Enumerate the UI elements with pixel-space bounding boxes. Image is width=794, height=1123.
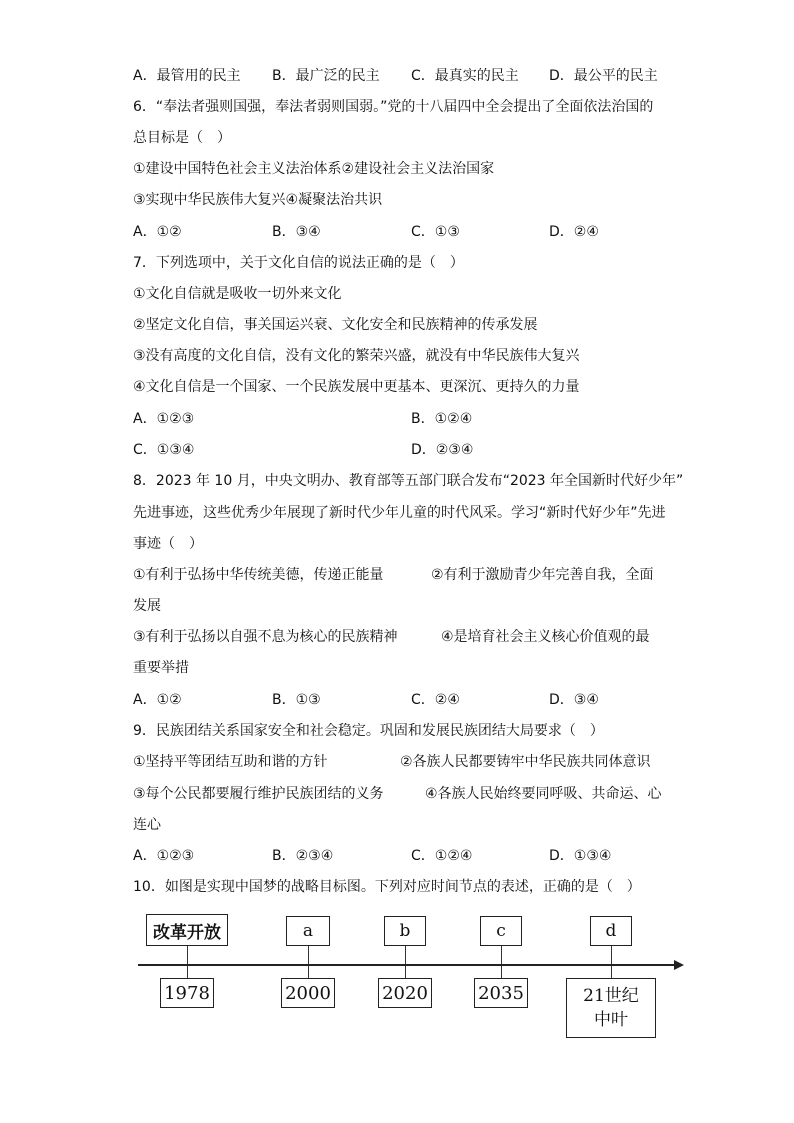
q7-statement-3: ③没有高度的文化自信，没有文化的繁荣兴盛，就没有中华民族伟大复兴 bbox=[133, 348, 580, 364]
timeline-axis bbox=[138, 964, 676, 966]
q9-stem: 9．民族团结关系国家安全和社会稳定。巩固和发展民族团结大局要求（ ） bbox=[133, 723, 604, 739]
q5-option-c: C．最真实的民主 bbox=[411, 68, 519, 84]
timeline-year-2020: 2020 bbox=[378, 978, 432, 1008]
q7-option-a: A．①②③ bbox=[133, 411, 195, 427]
q6-stem-line1: 6．“奉法者强则国强，奉法者弱则国弱。”党的十八届四中全会提出了全面依法治国的 bbox=[133, 99, 654, 115]
q6-option-b: B．③④ bbox=[272, 224, 321, 240]
q8-statement-4-cont: 重要举措 bbox=[133, 660, 189, 676]
q6-option-a: A．①② bbox=[133, 224, 182, 240]
q8-option-d: D．③④ bbox=[549, 692, 599, 708]
q8-statement-2: ②有利于激励青少年完善自我，全面 bbox=[431, 567, 654, 583]
timeline-label-d: d bbox=[590, 916, 632, 946]
timeline-year-1978: 1978 bbox=[160, 978, 214, 1008]
q8-stem-line2: 先进事迹，这些优秀少年展现了新时代少年儿童的时代风采。学习“新时代好少年”先进 bbox=[133, 505, 666, 521]
timeline-tick bbox=[308, 946, 309, 964]
timeline-label-a: a bbox=[286, 916, 330, 946]
q9-option-c: C．①②④ bbox=[411, 848, 473, 864]
q7-option-b: B．①②④ bbox=[411, 411, 473, 427]
q5-option-d: D．最公平的民主 bbox=[549, 68, 658, 84]
q9-statement-2: ②各族人民都要铸牢中华民族共同体意识 bbox=[400, 754, 651, 770]
q9-statement-1: ①坚持平等团结互助和谐的方针 bbox=[133, 754, 328, 770]
q9-statement-4-cont: 连心 bbox=[133, 817, 161, 833]
timeline-label-b: b bbox=[384, 916, 426, 946]
timeline-year-2000: 2000 bbox=[281, 978, 335, 1008]
q8-statement-4: ④是培育社会主义核心价值观的最 bbox=[441, 629, 650, 645]
q8-statement-1: ①有利于弘扬中华传统美德，传递正能量 bbox=[133, 567, 384, 583]
q6-option-c: C．①③ bbox=[411, 224, 460, 240]
timeline-arrow-head bbox=[674, 960, 684, 970]
q5-option-b: B．最广泛的民主 bbox=[272, 68, 380, 84]
q8-stem-line1: 8．2023 年 10 月，中央文明办、教育部等五部门联合发布“2023 年全国新时代好少年” bbox=[133, 473, 684, 489]
timeline-tick bbox=[501, 966, 502, 978]
q9-option-d: D．①③④ bbox=[549, 848, 612, 864]
q7-statement-2: ②坚定文化自信，事关国运兴衰、文化安全和民族精神的传承发展 bbox=[133, 317, 538, 333]
q6-option-d: D．②④ bbox=[549, 224, 599, 240]
q7-stem: 7．下列选项中，关于文化自信的说法正确的是（ ） bbox=[133, 255, 464, 271]
q8-stem-line3: 事迹（ ） bbox=[133, 536, 203, 552]
q7-option-c: C．①③④ bbox=[133, 442, 195, 458]
timeline-tick bbox=[405, 946, 406, 964]
q7-option-d: D．②③④ bbox=[411, 442, 474, 458]
q8-option-c: C．②④ bbox=[411, 692, 460, 708]
q6-statement-1-2: ①建设中国特色社会主义法治体系②建设社会主义法治国家 bbox=[133, 161, 495, 177]
timeline-label-reform: 改革开放 bbox=[146, 914, 228, 946]
timeline-year-2035: 2035 bbox=[474, 978, 528, 1008]
q9-statement-3: ③每个公民都要履行维护民族团结的义务 bbox=[133, 786, 384, 802]
timeline-year-mid-21st-century bbox=[566, 978, 656, 1038]
q5-option-a: A．最管用的民主 bbox=[133, 68, 241, 84]
timeline-tick bbox=[308, 966, 309, 978]
timeline-tick bbox=[611, 946, 612, 964]
timeline-year-mid-21st-century-line1: 21世纪 bbox=[583, 986, 639, 1006]
timeline-tick bbox=[611, 966, 612, 978]
timeline-tick bbox=[187, 946, 188, 964]
q9-option-a: A．①②③ bbox=[133, 848, 195, 864]
q10-stem: 10．如图是实现中国梦的战略目标图。下列对应时间节点的表述，正确的是（ ） bbox=[133, 879, 641, 895]
q6-statement-3-4: ③实现中华民族伟大复兴④凝聚法治共识 bbox=[133, 192, 383, 208]
q9-statement-4: ④各族人民始终要同呼吸、共命运、心 bbox=[425, 786, 662, 802]
q7-statement-1: ①文化自信就是吸收一切外来文化 bbox=[133, 286, 342, 302]
q6-stem-line2: 总目标是（ ） bbox=[133, 130, 231, 146]
q8-option-a: A．①② bbox=[133, 692, 182, 708]
timeline-year-mid-21st-century-line2: 中叶 bbox=[594, 1010, 628, 1030]
q7-statement-4: ④文化自信是一个国家、一个民族发展中更基本、更深沉、更持久的力量 bbox=[133, 379, 580, 395]
timeline-tick bbox=[405, 966, 406, 978]
q8-option-b: B．①③ bbox=[272, 692, 321, 708]
timeline-tick bbox=[501, 946, 502, 964]
q9-option-b: B．②③④ bbox=[272, 848, 334, 864]
q8-statement-2-cont: 发展 bbox=[133, 598, 161, 614]
timeline-tick bbox=[187, 966, 188, 978]
timeline-label-c: c bbox=[480, 916, 522, 946]
q8-statement-3: ③有利于弘扬以自强不息为核心的民族精神 bbox=[133, 629, 398, 645]
